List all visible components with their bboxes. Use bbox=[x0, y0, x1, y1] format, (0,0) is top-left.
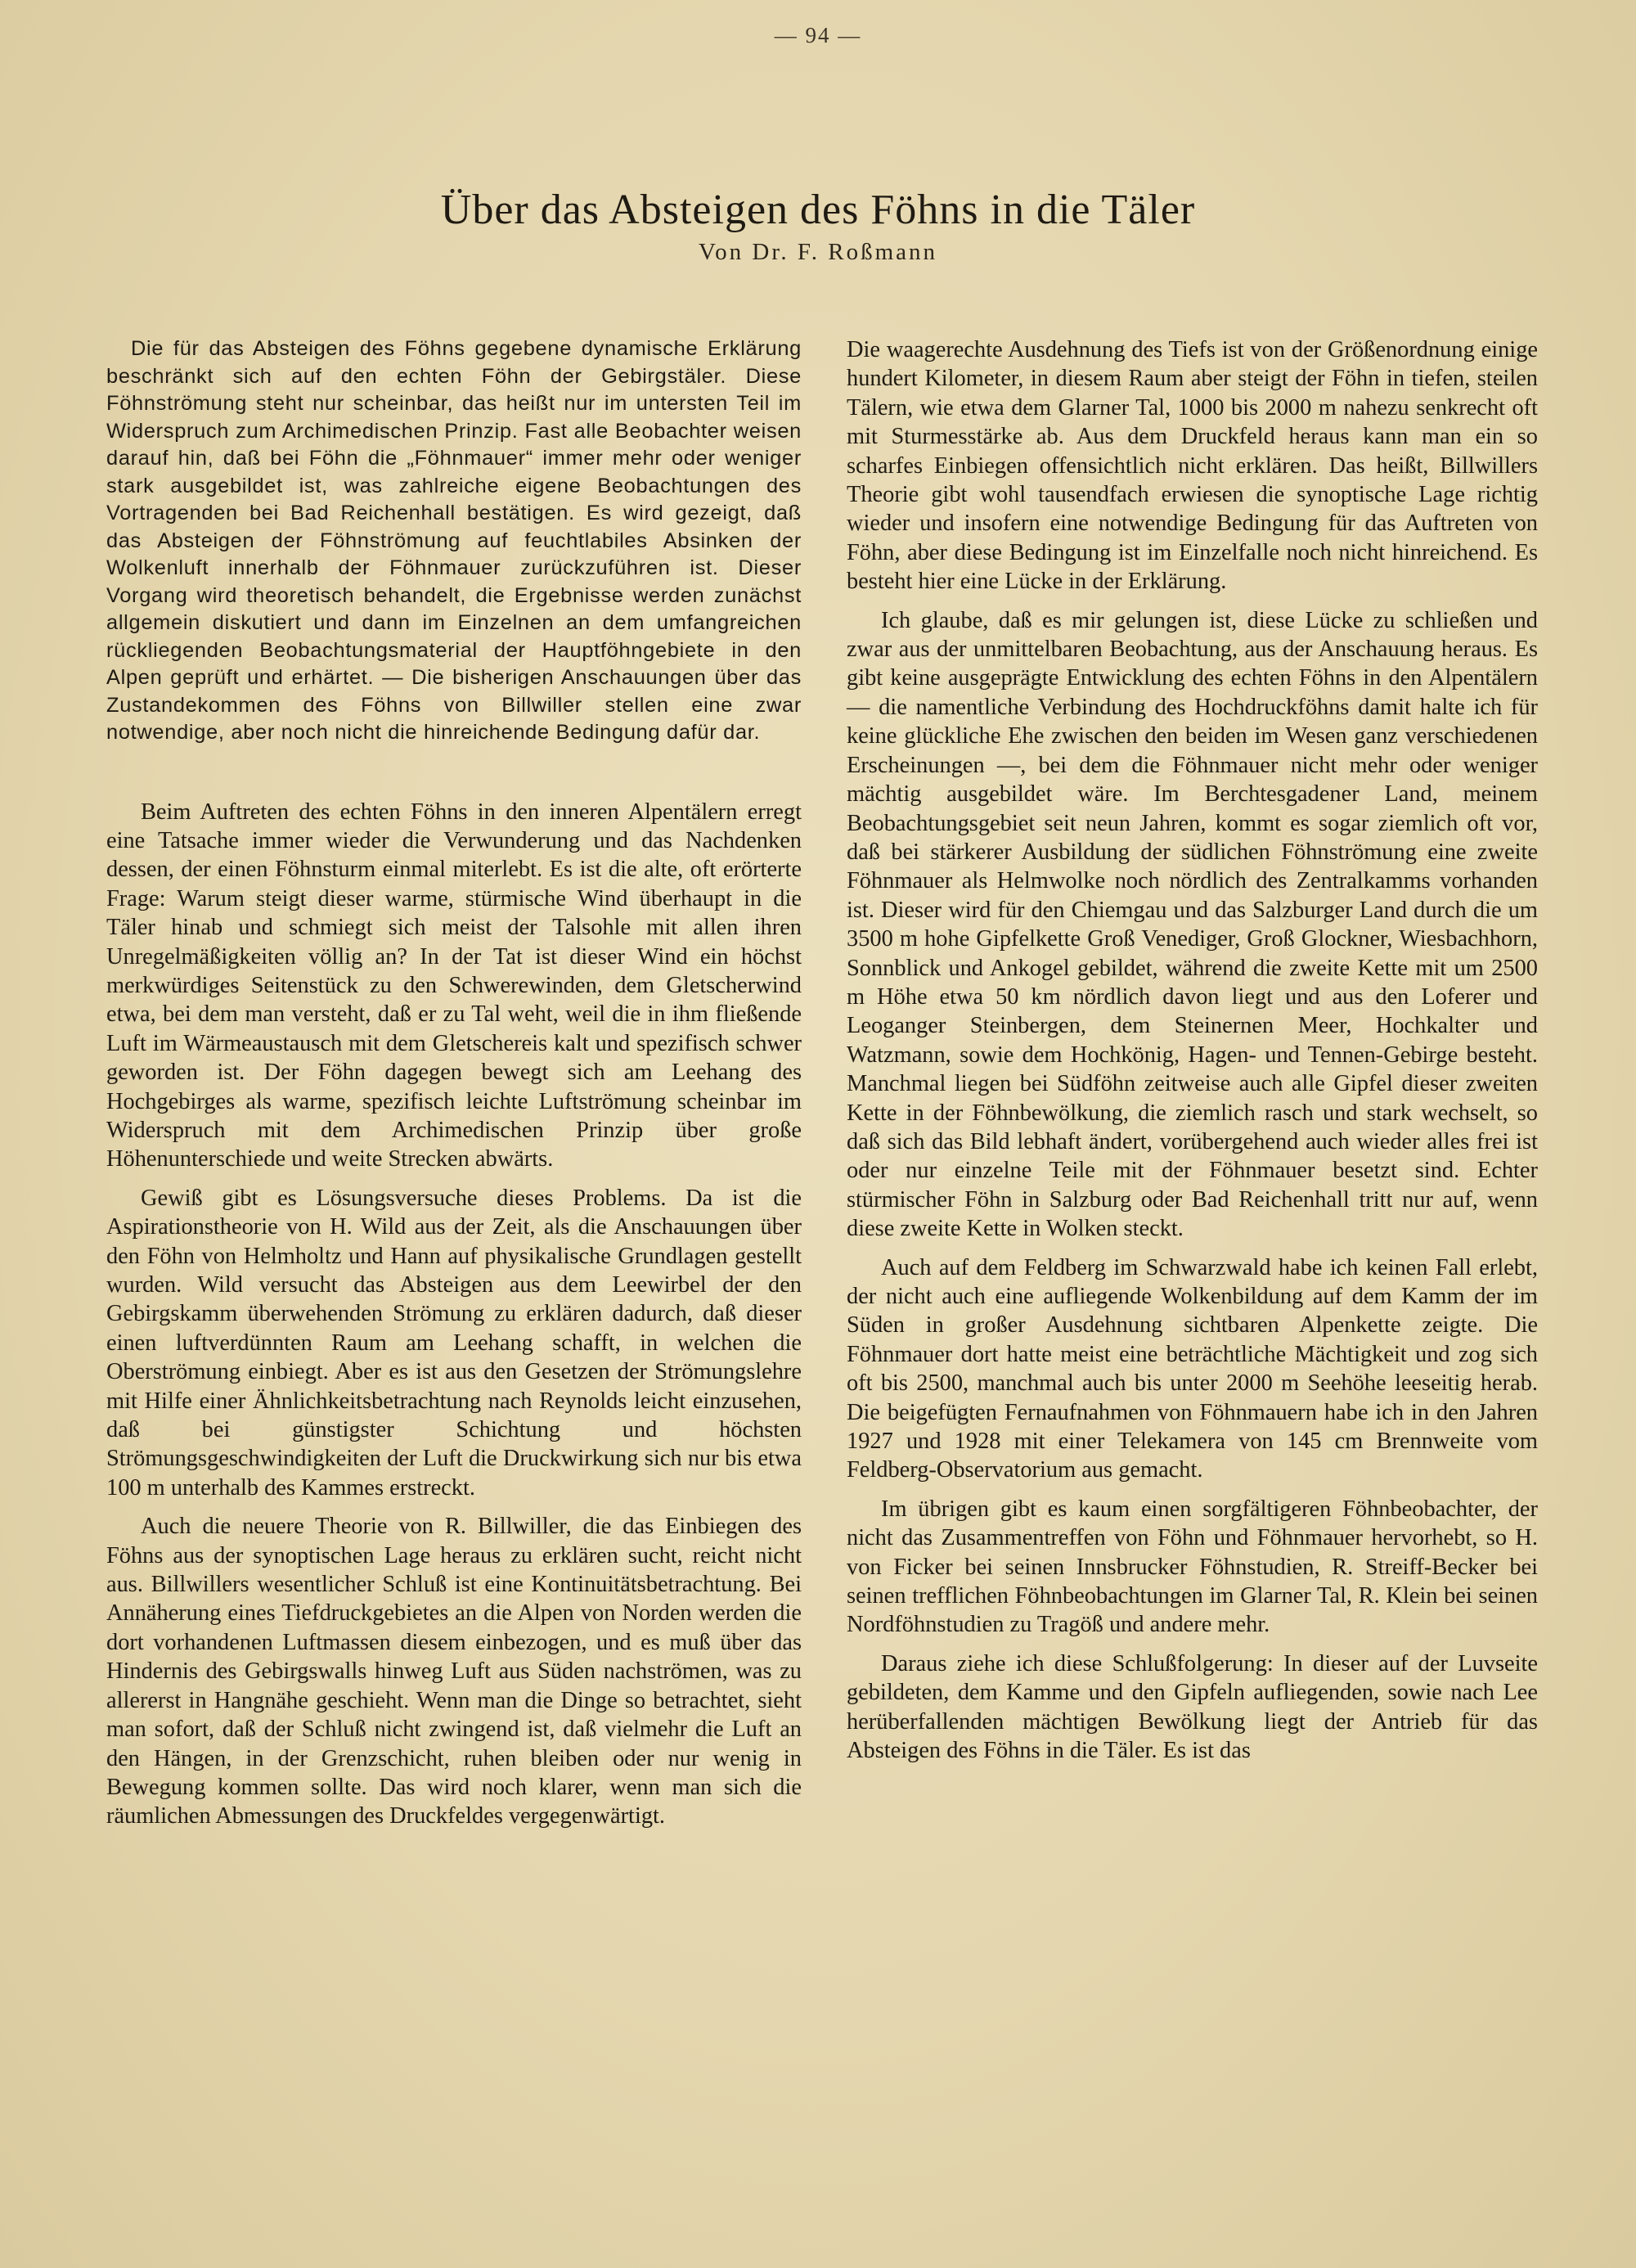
body-paragraph: Gewiß gibt es Lösungsversuche dieses Problems. Da ist die Aspirationstheorie von H. Wild aus der Zeit, als die Anschauungen über den Föhn von Helmholtz und Hann auf physikalische Grundlagen gestellt wurden. Wild versucht das Absteigen aus dem Leewirbel der den Gebirgskamm überwehenden Strömung zu erklären dadurch, daß dieser einen luftverdünnten Raum am Leehang schafft, in welchen die Oberströmung einbiegt. Aber es ist aus den Gesetzen der Strömungslehre mit Hilfe einer Ähnlichkeitsbetrachtung nach Reynolds leicht einzusehen, daß bei günstigster Schichtung und höchsten Strömungsgeschwindigkeiten der Luft die Druckwirkung sich nur bis etwa 100 m unterhalb des Kammes erstreckt. bbox=[106, 1185, 802, 1501]
body-paragraph: Die waagerechte Ausdehnung des Tiefs ist von der Größenordnung einige hundert Kilometer, in diesem Raum aber steigt der Föhn in tiefen, steilen Tälern, wie etwa dem Glarner Tal, 1000 bis 2000 m nahezu senkrecht oft mit Sturmesstärke ab. Aus dem Druckfeld heraus kann man ein so scharfes Einbiegen offensichtlich nicht erklären. Das heißt, Billwillers Theorie gibt wohl tausendfach erwiesen die synoptische Lage richtig wieder und insofern eine notwendige Bedingung für das Auftreten von Föhn, aber diese Bedingung ist im Einzelfalle noch nicht hinreichend. Es besteht hier eine Lücke in der Erklärung. bbox=[847, 337, 1538, 595]
body-paragraph: Im übrigen gibt es kaum einen sorgfältigeren Föhnbeobachter, der nicht das Zusammentreffen von Föhn und Föhnmauer hervorhebt, so H. von Ficker bei seinen Innsbrucker Föhnstudien, R. Streiff-Becker bei seinen trefflichen Föhnbeobachtungen im Glarner Tal, R. Klein bei seinen Nordföhnstudien zu Tragöß und andere mehr. bbox=[847, 1496, 1538, 1638]
abstract: Die für das Absteigen des Föhns gegebene dynamische Erklärung beschränkt sich auf den echten Föhn der Gebirgstäler. Diese Föhnströmung steht nur scheinbar, das heißt nur im untersten Teil im Widerspruch zum Archimedischen Prinzip. Fast alle Beobachter weisen darauf hin, daß bei Föhn die „Föhnmauer“ immer mehr oder weniger stark ausgebildet ist, was zahlreiche eigene Beobachtungen des Vortragenden bei Bad Reichenhall bestätigen. Es wird gezeigt, daß das Absteigen der Föhnströmung auf feuchtlabiles Absinken der Wolkenluft innerhalb der Föhnmauer zurückzuführen ist. Dieser Vorgang wird theoretisch behandelt, die Ergebnisse werden zunächst allgemein diskutiert und dann im Einzelnen an dem umfangreichen rückliegenden Beobachtungsmaterial der Hauptföhngebiete in den Alpen geprüft und erhärtet. — Die bisherigen Anschauungen über das Zustandekommen des Föhns von Billwiller stellen eine zwar notwendige, aber noch nicht die hinreichende Bedingung dafür dar. bbox=[106, 337, 802, 744]
right-column bbox=[847, 335, 1538, 1775]
author-line: Von Dr. F. Roßmann bbox=[698, 239, 938, 265]
body-paragraph: Auch die neuere Theorie von R. Billwiller, die das Einbiegen des Föhns aus der synoptischen Lage heraus zu erklären sucht, reicht nicht aus. Billwillers wesentlicher Schluß ist eine Kontinuitätsbetrachtung. Bei Annäherung eines Tiefdruckgebietes an die Alpen von Norden werden die dort vorhandenen Luftmassen diesem einbezogen, und es muß über das Hindernis des Gebirgswalls hinweg Luft aus Süden nachströmen, was zu allererst in Hangnähe geschieht. Wenn man die Dinge so betrachtet, sieht man sofort, daß der Schluß nicht zwingend ist, daß vielmehr die Luft an den Hängen, in der Grenzschicht, ruhen bleiben oder nur wenig in Bewegung kommen sollte. Das wird noch klarer, wenn man sich die räumlichen Abmessungen des Druckfeldes vergegenwärtigt. bbox=[106, 1514, 802, 1829]
article-title: Über das Absteigen des Föhns in die Täler bbox=[440, 186, 1196, 233]
body-paragraph: Auch auf dem Feldberg im Schwarzwald habe ich keinen Fall erlebt, der nicht auch eine aufliegende Wolkenbildung auf dem Kamm der im Süden in großer Ausdehnung sichtbaren Alpenkette zeigte. Die Föhnmauer dort hatte meist eine beträchtliche Mächtigkeit und zog sich oft bis 2500, manchmal auch bis unter 2000 m Seehöhe leeseitig herab. Die beigefügten Fernaufnahmen von Föhnmauern habe ich in den Jahren 1927 und 1928 mit einer Telekamera von 145 cm Brennweite vom Feldberg-Observatorium aus gemacht. bbox=[847, 1254, 1538, 1483]
body-paragraph: Daraus ziehe ich diese Schlußfolgerung: In dieser auf der Luvseite gebildeten, dem Kamme und den Gipfeln aufliegenden, sowie nach Lee herüberfallenden mächtigen Bewölkung liegt der Antrieb für das Absteigen des Föhns in die Täler. Es ist das bbox=[847, 1650, 1538, 1764]
page-number: — 94 — bbox=[774, 23, 862, 47]
body-paragraph: Beim Auftreten des echten Föhns in den inneren Alpentälern erregt eine Tatsache immer wieder die Verwunderung und das Nachdenken dessen, der einen Föhnsturm einmal miterlebt. Es ist die alte, oft erörterte Frage: Warum steigt dieser warme, stürmische Wind überhaupt in die Täler hinab und schmiegt sich meist der Talsohle mit allen ihren Unregelmäßigkeiten völlig an? In der Tat ist dieser Wind ein höchst merkwürdiges Seitenstück zu den Schwerewinden, dem Gletscherwind etwa, bei dem man versteht, daß er zu Tal weht, weil die in ihm fließende Luft im Wärmeaustausch mit dem Gletschereis kalt und spezifisch schwer geworden ist. Der Föhn dagegen bewegt sich am Leehang des Hochgebirges als warme, spezifisch leichte Luftströmung scheinbar im Widerspruch mit dem Archimedischen Prinzip über große Höhenunterschiede und weite Strecken abwärts. bbox=[106, 799, 802, 1172]
body-paragraph: Ich glaube, daß es mir gelungen ist, diese Lücke zu schließen und zwar aus der unmittelbaren Beobachtung, aus der Anschauung heraus. Es gibt keine ausgeprägte Entwicklung des echten Föhns in den Alpentälern — die namentliche Verbindung des Hochdruckföhns damit halte ich für keine glückliche Ehe zwischen den beiden im Wesen ganz verschiedenen Erscheinungen —, bei dem die Föhnmauer nicht mehr oder weniger mächtig ausgebildet wäre. Im Berchtesgadener Land, meinem Beobachtungsgebiet seit neun Jahren, kommt es sogar ziemlich oft vor, daß bei stärkerer Ausbildung der südlichen Föhnströmung eine zweite Föhnmauer als Helmwolke noch nördlich des Zentralkamms vorhanden ist. Dieser wird für den Chiemgau und das Salzburger Land durch die um 3500 m hohe Gipfelkette Groß Venediger, Groß Glockner, Wiesbachhorn, Sonnblick und Ankogel gebildet, während die zweite Kette mit um 2500 m Höhe etwa 50 km nördlich davon liegt und aus den Loferer und Leoganger Steinbergen, dem Steinernen Meer, Hochkalter und Watzmann, sowie dem Hochkönig, Hagen- und Tennen-Gebirge besteht. Manchmal liegen bei Südföhn zeitweise auch alle Gipfel dieser zweiten Kette in der Föhnbewölkung, die ziemlich rasch und stark wechselt, so daß sich das Bild lebhaft ändert, vorübergehend auch wieder alles frei ist oder nur einzelne Teile mit der Föhnmauer besetzt sind. Echter stürmischer Föhn in Salzburg oder Bad Reichenhall tritt nur auf, wenn diese zweite Kette in Wolken steckt. bbox=[847, 607, 1538, 1242]
left-column bbox=[106, 335, 802, 1841]
